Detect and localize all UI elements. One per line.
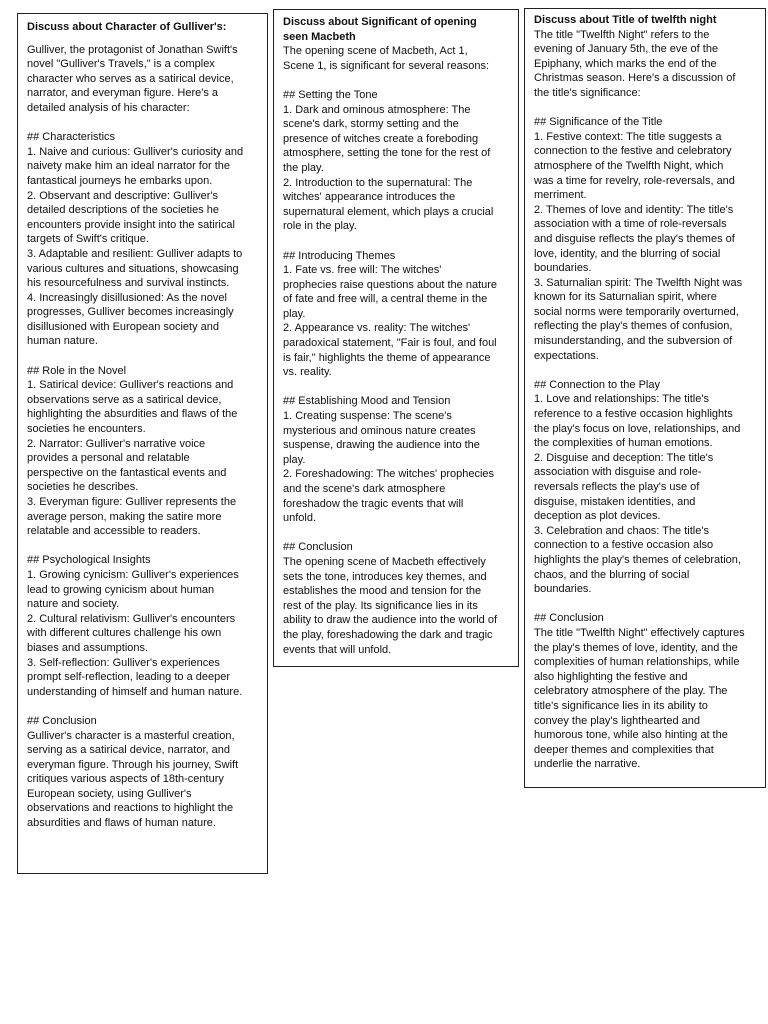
text-line: human nature. [27,335,98,348]
text-line [27,349,259,364]
text-line: love, identity, and the blurring of social [534,247,721,260]
text-line: detailed descriptions of the societies he [27,204,220,217]
text-line: 1. Fate vs. free will: The witches' [283,264,442,277]
card-title: Discuss about Title of twelfth night [534,14,717,26]
text-line: disguise, mistaken identities, and [534,495,696,508]
text-line: 3. Saturnalian spirit: The Twelfth Night was [534,276,743,289]
text-line: the complexities of human emotions. [534,437,713,450]
text-line: mysterious and ominous nature creates [283,424,476,437]
text-line: Epiphany, which marks the end of the [534,57,717,70]
text-line [534,101,757,116]
text-line: 2. Themes of love and identity: The title's [534,203,734,216]
text-line: The opening scene of Macbeth, Act 1, [283,45,468,58]
text-line: expectations. [534,349,599,362]
text-line: 1. Growing cynicism: Gulliver's experiences [27,568,239,581]
text-line: perspective on the fantastical events and [27,466,227,479]
text-line: ## Connection to the Play [534,378,660,391]
text-line: connection to a festive occasion also [534,539,714,552]
text-line: ## Establishing Mood and Tension [283,395,451,408]
text-line: 2. Introduction to the supernatural: The [283,176,473,189]
text-line: fantastical journeys he embarks upon. [27,174,213,187]
text-line: is fair," highlights the theme of appearance [283,351,491,364]
text-line: societies he describes. [27,481,139,494]
text-line: 2. Narrator: Gulliver's narrative voice [27,437,206,450]
text-line: lead to growing cynicism about human [27,583,215,596]
text-line: targets of Swift's critique. [27,233,149,246]
text-line: the play. [283,161,324,174]
text-line: encounters provide insight into the satirical [27,218,235,231]
text-line: 2. Disguise and deception: The title's [534,451,714,464]
text-line: 4. Increasingly disillusioned: As the novel [27,291,227,304]
text-line: boundaries. [534,583,592,596]
text-line: deception as plot devices. [534,510,661,523]
text-line: of fate and free will, a central theme in the [283,293,488,306]
text-line: misunderstanding, and the subversion of [534,335,733,348]
text-line [283,380,510,395]
text-line: also highlighting the festive and [534,670,688,683]
text-line: the title's significance: [534,86,641,99]
text-line: atmosphere, setting the tone for the rest of [283,147,491,160]
text-line: 2. Appearance vs. reality: The witches' [283,322,471,335]
card-title [283,15,510,44]
twelfth-night-title-card [524,8,766,788]
text-line: observations and reactions to highlight the [27,802,234,815]
text-line: Christmas season. Here's a discussion of [534,72,736,85]
text-line: various cultures and situations, showcasing [27,262,239,275]
card-body [283,44,510,657]
text-line: prompt self-reflection, leading to a deeper [27,671,231,684]
text-line: rest of the play. Its significance lies in its [283,599,478,612]
text-line: ## Significance of the Title [534,116,663,129]
text-line: association with disguise and role- [534,466,702,479]
text-line: Scene 1, is significant for several reasons: [283,59,490,72]
text-line: everyman figure. Through his journey, Swift [27,758,239,771]
text-line: witches' appearance introduces the [283,191,456,204]
text-line: establishes the mood and tension for the [283,585,482,598]
text-line: highlighting the absurdities and flaws of the [27,408,238,421]
text-line: Gulliver's character is a masterful creation, [27,729,235,742]
text-line: narrator, and everyman figure. Here's a [27,87,219,100]
text-line: ## Characteristics [27,131,116,144]
text-line: ## Conclusion [27,714,97,727]
text-line: ## Conclusion [283,541,353,554]
text-line: ## Setting the Tone [283,88,378,101]
text-line: atmosphere of the Twelfth Night, which [534,159,724,172]
text-line: relatable and accessible to readers. [27,525,201,538]
text-line: The title "Twelfth Night" effectively captures [534,626,745,639]
text-line: understanding of himself and human nature. [27,685,243,698]
text-line: 1. Creating suspense: The scene's [283,410,452,423]
text-line: 2. Observant and descriptive: Gulliver's [27,189,219,202]
text-line: celebratory atmosphere of the play. The [534,685,728,698]
text-line: critiques various aspects of 18th-century [27,773,224,786]
text-line: progresses, Gulliver becomes increasingly [27,306,234,319]
text-line: average person, making the satire more [27,510,222,523]
card-title-line: seen Macbeth [283,30,356,43]
text-line: character who serves as a satirical device, [27,72,234,85]
text-line: biases and assumptions. [27,641,149,654]
text-line: The opening scene of Macbeth effectively [283,555,486,568]
text-line: 1. Naive and curious: Gulliver's curiosity and [27,145,244,158]
text-line: sets the tone, introduces key themes, and [283,570,487,583]
text-line: connection to the festive and celebratory [534,145,732,158]
text-line: and the scene's dark atmosphere [283,483,446,495]
text-line: evening of January 5th, the eve of the [534,43,719,56]
text-line: reference to a festive occasion highlights [534,408,733,421]
text-line: reversals reflects the play's use of [534,481,700,493]
text-line: Gulliver, the protagonist of Jonathan Swift's [27,43,238,56]
text-line: association with a time of role-reversals [534,218,727,231]
text-line: scene's dark, stormy setting and the [283,118,459,131]
text-line: the play's focus on love, relationships, and [534,422,741,435]
text-line: play. [283,307,306,320]
text-line: paradoxical statement, "Fair is foul, and foul [283,337,497,350]
text-line: suspense, drawing the audience into the [283,439,480,452]
text-line: novel "Gulliver's Travels," is a complex [27,58,215,71]
text-line: with different cultures challenge his own [27,627,222,640]
text-line: role in the play. [283,220,357,233]
text-line [27,539,259,554]
macbeth-opening-card [273,9,519,667]
text-line: social norms were temporarily overturned, [534,305,739,318]
text-line: his resourcefulness and survival instincts. [27,277,230,290]
card-body [27,43,259,831]
text-line: absurdities and flaws of human nature. [27,817,216,830]
text-line: merriment. [534,189,587,202]
text-line [283,526,510,541]
text-line: ## Introducing Themes [283,249,396,262]
text-line: reflecting the play's themes of confusion, [534,320,733,333]
text-line: supernatural element, which plays a crucial [283,205,494,218]
text-line: foreshadow the tragic events that will [283,497,464,510]
text-line: the play, foreshadowing the dark and tragic [283,628,493,641]
text-line: disillusioned with European society and [27,320,220,333]
text-line: 1. Satirical device: Gulliver's reactions and [27,379,234,392]
text-line: 1. Love and relationships: The title's [534,393,709,406]
text-line [283,73,510,88]
text-line: 3. Celebration and chaos: The title's [534,524,709,537]
text-line: 2. Cultural relativism: Gulliver's encounters [27,612,236,625]
text-line: ## Psychological Insights [27,554,151,567]
card-body [534,28,757,772]
text-line: nature and society. [27,598,120,611]
text-line: European society, using Gulliver's [27,787,192,800]
text-line: convey the play's lighthearted and [534,714,700,727]
gulliver-character-card [17,13,268,874]
text-line: The title "Twelfth Night" refers to the [534,28,710,41]
text-line: 1. Dark and ominous atmosphere: The [283,103,471,116]
text-line: prophecies raise questions about the nature [283,278,498,291]
text-line: events that will unfold. [283,643,392,656]
card-title: Discuss about Character of Gulliver's: [27,21,227,33]
text-line: humorous tone, while also hinting at the [534,729,728,742]
text-line: vs. reality. [283,366,332,379]
text-line [534,363,757,378]
text-line: 3. Adaptable and resilient: Gulliver adapts to [27,247,243,260]
text-line: chaos, and the blurring of social [534,568,690,581]
text-line: 2. Foreshadowing: The witches' prophecies [283,468,495,481]
text-line: provides a personal and relatable [27,452,190,465]
text-line: play. [283,453,306,466]
text-line: 3. Self-reflection: Gulliver's experiences [27,656,220,669]
text-line: title's significance lies in its ability to [534,699,708,712]
text-line: serving as a satirical device, narrator, and [27,744,230,757]
text-line: ## Conclusion [534,612,604,625]
text-line: ability to draw the audience into the world of [283,614,498,627]
text-line: deeper themes and complexities that [534,743,714,756]
text-line: and disguise reflects the play's themes of [534,232,735,245]
text-line: societies he encounters. [27,423,146,436]
text-line: underlie the narrative. [534,758,641,771]
text-line: the play's themes of love, identity, and the [534,641,738,654]
text-line: naivety make him an ideal narrator for the [27,160,230,173]
text-line: complexities of human relationships, while [534,656,740,669]
text-line: unfold. [283,512,317,525]
text-line: boundaries. [534,262,592,275]
text-line: highlights the play's themes of celebration, [534,553,741,566]
text-line [27,699,259,714]
text-line: known for its Saturnalian spirit, where [534,291,717,304]
text-line: ## Role in the Novel [27,364,127,377]
text-line: was a time for revelry, role-reversals, and [534,174,735,187]
text-line: 3. Everyman figure: Gulliver represents the [27,496,237,508]
text-line: observations serve as a satirical device, [27,393,222,406]
text-line [27,116,259,131]
text-line [283,234,510,249]
card-title-line: Discuss about Significant of opening [283,16,477,28]
text-line: detailed analysis of his character: [27,101,190,114]
text-line [534,597,757,612]
text-line: presence of witches create a foreboding [283,132,479,145]
text-line: 1. Festive context: The title suggests a [534,130,722,143]
